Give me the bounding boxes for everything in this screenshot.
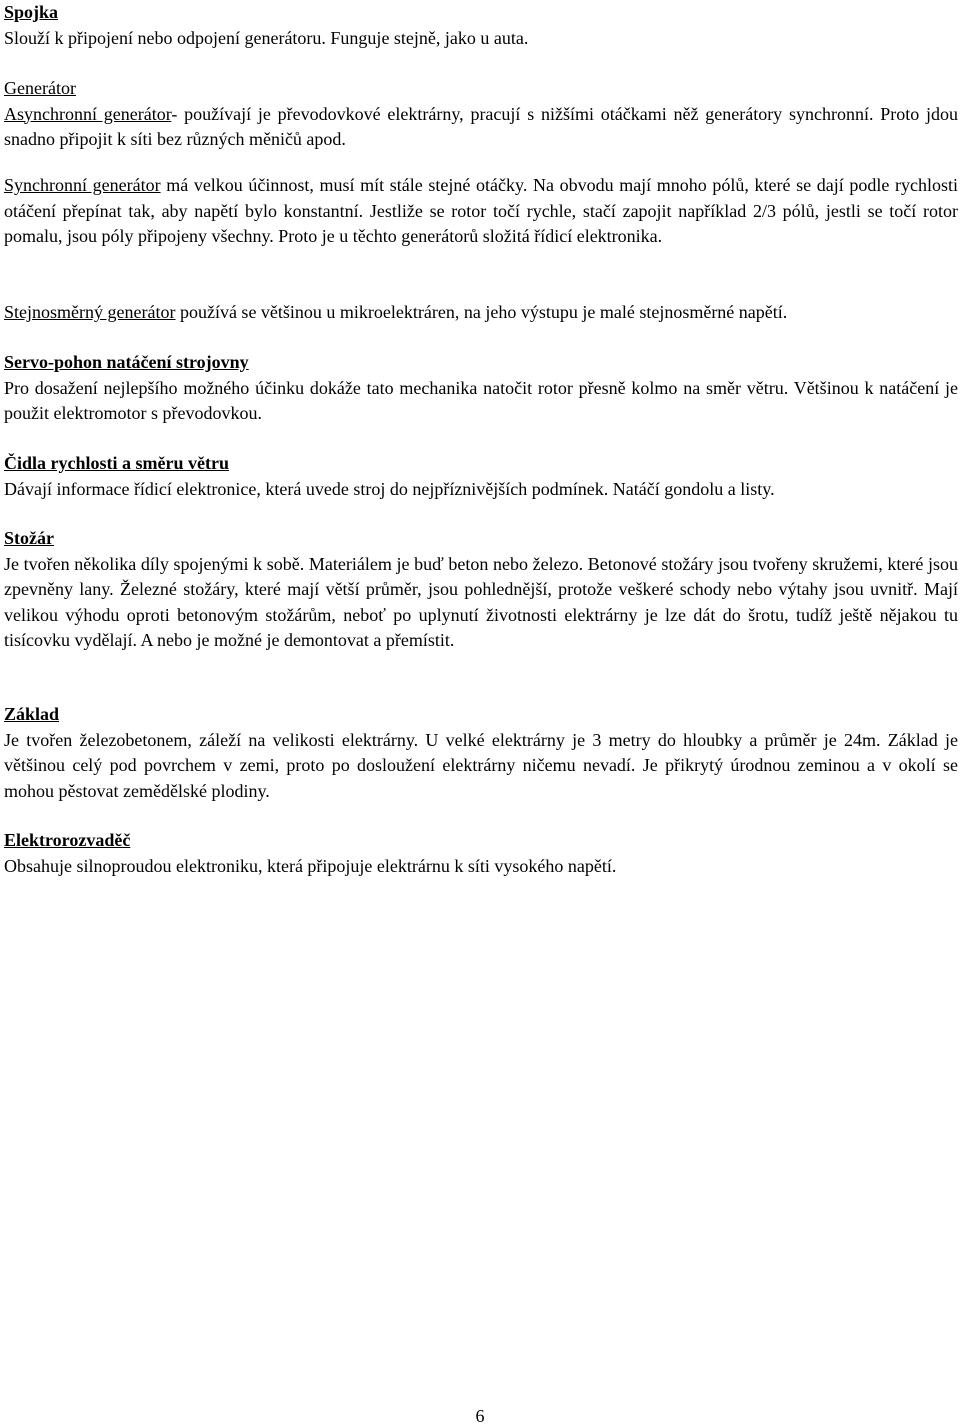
term-asynchronni: Asynchronní generátor (4, 103, 172, 124)
page-number: 6 (475, 1406, 485, 1426)
term-synchronni: Synchronní generátor (4, 175, 161, 195)
section-stejnosmerny (4, 300, 958, 326)
section-heading: Stožár (4, 528, 54, 548)
section-text: Obsahuje silnoproudou elektroniku, která připojuje elektrárnu k síti vysokého napětí. (4, 855, 617, 876)
section-text: Je tvořen několika díly spojenými k sobě. Materiálem je buď beton nebo železo. Betonové stožáry jsou tvořeny skružemi, které jsou zpevněny lany. Železné stožáry, které mají větší průměr, jsou pohlednější, protože veškeré schody nebo výtahy jsou uvnitř. Mají velikou výhodu oproti betonovým stožárům, neboť po uplynutí životnosti elektrárny je lze dát do šrotu, tudíž ještě nějakou tu tisícovku vydělají. A nebo je možné je demontovat a přemístit. (4, 553, 958, 650)
section-heading: Základ (4, 704, 60, 724)
paragraph-text: - používají je převodovkové elektrárny, pracují s nižšími otáčkami něž generátory synchronní. Proto jdou snadno připojit k síti bez různých měničů apod. (4, 103, 958, 149)
paragraph-text: má velkou účinnost, musí mít stále stejné otáčky. Na obvodu mají mnoho pólů, které se dají podle rychlosti otáčení přepínat tak, aby napětí bylo konstantní. Jestliže se rotor točí rychle, stačí zapojit například 2/3 pólů, jestli se točí rotor pomalu, jsou póly připojeny všechny. Proto je u těchto generátorů složitá řídicí elektronika. (4, 175, 958, 246)
section-text: Slouží k připojení nebo odpojení generátoru. Funguje stejně, jako u auta. (4, 27, 529, 48)
paragraph-asynchronni (4, 102, 958, 153)
section-heading: Generátor (4, 78, 76, 98)
section-elektrorozvadec (4, 828, 958, 879)
term-stejnosmerny: Stejnosměrný generátor (4, 302, 176, 322)
section-text: Dávají informace řídicí elektronice, která uvede stroj do nejpříznivějších podmínek. Natáčí gondolu a listy. (4, 478, 775, 499)
section-heading: Elektrorozvaděč (4, 830, 131, 850)
section-heading: Spojka (4, 2, 59, 22)
section-stozar (4, 526, 958, 654)
section-zaklad (4, 702, 958, 804)
section-text: Je tvořen železobetonem, záleží na velikosti elektrárny. U velké elektrárny je 3 metry do hloubky a průměr je 24m. Základ je většinou celý pod povrchem v zemi, proto po dosloužení elektrárny ničemu nevadí. Je přikrytý úrodnou zeminou a v okolí se mohou pěstovat zemědělské plodiny. (4, 729, 958, 801)
section-synchronni (4, 173, 958, 250)
section-heading: Čidla rychlosti a směru větru (4, 453, 229, 473)
section-generator (4, 76, 958, 153)
paragraph-text: používá se většinou u mikroelektráren, na jeho výstupu je malé stejnosměrné napětí. (175, 302, 788, 322)
paragraph-synchronni (4, 173, 958, 250)
section-servo (4, 350, 958, 427)
section-text: Pro dosažení nejlepšího možného účinku dokáže tato mechanika natočit rotor přesně kolmo na směr větru. Většinou k natáčení je použit elektromotor s převodovkou. (4, 377, 958, 423)
section-cidla (4, 451, 958, 502)
section-heading: Servo-pohon natáčení strojovny (4, 352, 249, 372)
paragraph-stejnosmerny (4, 300, 958, 326)
section-spojka (4, 0, 958, 51)
